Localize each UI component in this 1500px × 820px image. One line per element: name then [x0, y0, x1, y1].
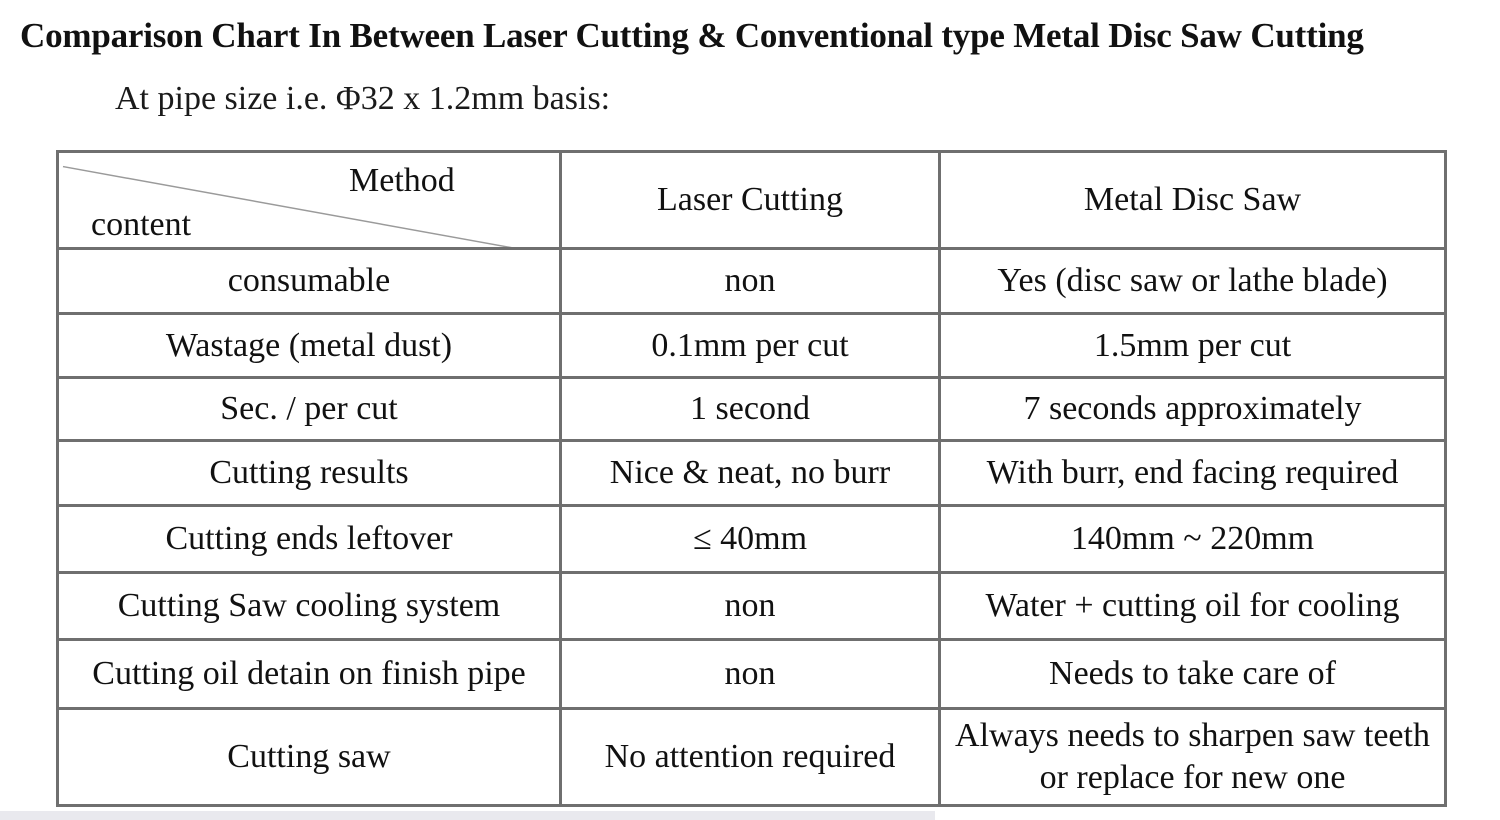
- row-laser-cell: No attention required: [561, 709, 940, 806]
- row-content-cell: Cutting results: [58, 441, 561, 506]
- row-laser-cell: non: [561, 249, 940, 314]
- row-laser-cell: Nice & neat, no burr: [561, 441, 940, 506]
- row-saw-cell: Always needs to sharpen saw teeth or replace for new one: [940, 709, 1446, 806]
- document-title: Comparison Chart In Between Laser Cutting & Conventional type Metal Disc Saw Cutting: [20, 16, 1364, 55]
- row-saw-cell: 140mm ~ 220mm: [940, 506, 1446, 573]
- row-laser-cell: ≤ 40mm: [561, 506, 940, 573]
- document-subtitle: At pipe size i.e. Φ32 x 1.2mm basis:: [115, 80, 611, 117]
- table-row: [58, 249, 1446, 314]
- table-row: [58, 441, 1446, 506]
- row-content-cell: Sec. / per cut: [58, 378, 561, 441]
- header-metal-disc-saw: Metal Disc Saw: [940, 152, 1446, 249]
- diagonal-header-cell: [58, 152, 561, 249]
- table-row: [58, 378, 1446, 441]
- table-row: [58, 640, 1446, 709]
- row-laser-cell: 0.1mm per cut: [561, 314, 940, 378]
- row-content-cell: consumable: [58, 249, 561, 314]
- table-row: [58, 709, 1446, 806]
- header-laser-cutting: Laser Cutting: [561, 152, 940, 249]
- table-row: [58, 506, 1446, 573]
- table-row: [58, 314, 1446, 378]
- table-row: [58, 573, 1446, 640]
- header-method-label: Method: [349, 162, 455, 199]
- row-laser-cell: 1 second: [561, 378, 940, 441]
- row-saw-cell: Yes (disc saw or lathe blade): [940, 249, 1446, 314]
- row-laser-cell: non: [561, 640, 940, 709]
- row-content-cell: Wastage (metal dust): [58, 314, 561, 378]
- row-content-cell: Cutting saw: [58, 709, 561, 806]
- row-laser-cell: non: [561, 573, 940, 640]
- row-saw-cell: 7 seconds approximately: [940, 378, 1446, 441]
- row-content-cell: Cutting Saw cooling system: [58, 573, 561, 640]
- row-content-cell: Cutting oil detain on finish pipe: [58, 640, 561, 709]
- row-content-cell: Cutting ends leftover: [58, 506, 561, 573]
- row-saw-cell: With burr, end facing required: [940, 441, 1446, 506]
- row-saw-cell: Needs to take care of: [940, 640, 1446, 709]
- bottom-scroll-strip: [0, 811, 935, 820]
- comparison-table: [56, 150, 1447, 807]
- row-saw-cell: Water + cutting oil for cooling: [940, 573, 1446, 640]
- row-saw-cell: 1.5mm per cut: [940, 314, 1446, 378]
- header-content-label: content: [91, 206, 192, 243]
- table-header-row: [58, 152, 1446, 249]
